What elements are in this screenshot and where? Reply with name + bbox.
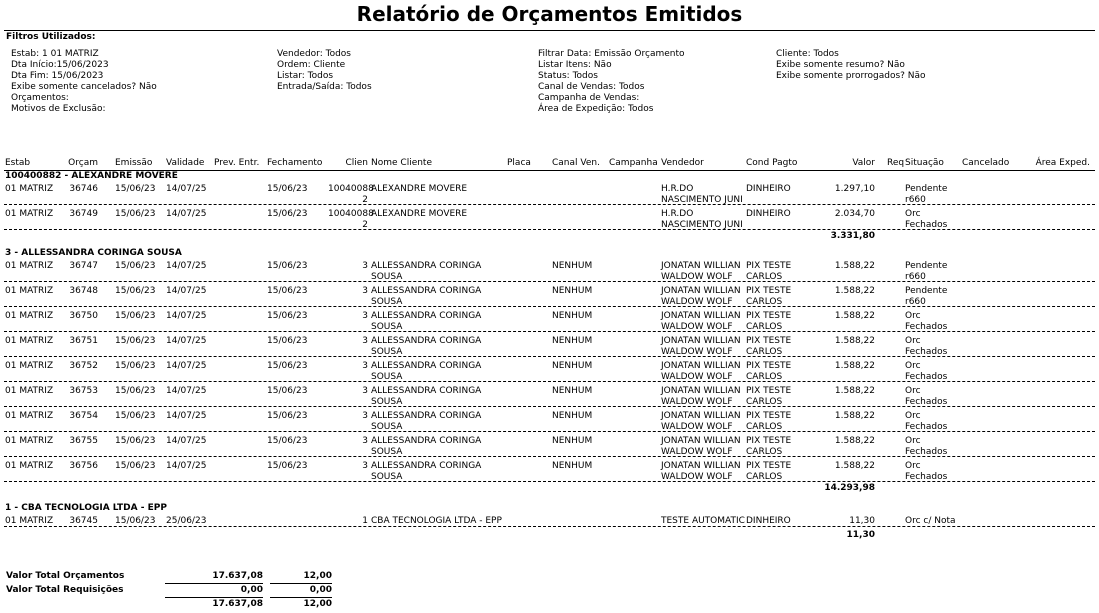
cell-situacao: r660 (905, 297, 926, 307)
cell-estab: 01 MATRIZ (5, 261, 54, 271)
cell-fechamento: 15/06/23 (267, 361, 308, 371)
cell-vendedor: JONATAN WILLIAN (661, 411, 741, 421)
cell-orcamento: 36746 (69, 184, 98, 194)
cell-estab: 01 MATRIZ (5, 386, 54, 396)
cell-estab: 01 MATRIZ (5, 461, 54, 471)
cell-cliente-codigo: 3 (362, 411, 368, 421)
cell-canal-vendas: NENHUM (552, 386, 593, 396)
cell-validade: 14/07/25 (166, 261, 207, 271)
cell-valor: 1.588,22 (834, 336, 875, 346)
cell-fechamento: 15/06/23 (267, 461, 308, 471)
row-separator (4, 526, 1095, 527)
cell-validade: 14/07/25 (166, 209, 207, 219)
cell-cliente-codigo: 1 (362, 516, 368, 526)
cell-cliente-codigo: 3 (362, 361, 368, 371)
column-header-req: Req (887, 158, 905, 168)
row-separator (4, 331, 1095, 332)
cell-situacao: r660 (905, 195, 926, 205)
filter-item: Exibe somente cancelados? Não (11, 82, 157, 92)
filter-item: Listar: Todos (277, 71, 334, 81)
cell-orcamento: 36751 (69, 336, 98, 346)
cell-nome-cliente: SOUSA (371, 272, 403, 282)
row-separator (4, 204, 1095, 205)
cell-situacao: Orc (905, 361, 921, 371)
grand-total-value: 17.637,08 (212, 599, 263, 609)
cell-canal-vendas: NENHUM (552, 361, 593, 371)
cell-cond-pagto: CARLOS (746, 472, 783, 482)
column-header-emissao: Emissão (115, 158, 153, 168)
cell-canal-vendas: NENHUM (552, 336, 593, 346)
cell-vendedor: WALDOW WOLF (661, 397, 733, 407)
cell-situacao: Fechados (905, 220, 948, 230)
cell-nome-cliente: ALLESSANDRA CORINGA (371, 336, 482, 346)
column-header-valor: Valor (852, 158, 875, 168)
cell-valor: 1.297,10 (834, 184, 875, 194)
cell-emissao: 15/06/23 (115, 516, 156, 526)
total-orcamentos-value: 17.637,08 (212, 571, 263, 581)
group-total: 11,30 (846, 530, 875, 540)
cell-emissao: 15/06/23 (115, 209, 156, 219)
cell-vendedor: TESTE AUTOMATIC (661, 516, 745, 526)
cell-emissao: 15/06/23 (115, 461, 156, 471)
cell-vendedor: JONATAN WILLIAN (661, 461, 741, 471)
cell-cond-pagto: CARLOS (746, 322, 783, 332)
cell-estab: 01 MATRIZ (5, 286, 54, 296)
totals-line (270, 583, 332, 584)
cell-estab: 01 MATRIZ (5, 336, 54, 346)
cell-validade: 14/07/25 (166, 386, 207, 396)
cell-nome-cliente: SOUSA (371, 297, 403, 307)
column-header-placa: Placa (507, 158, 531, 168)
cell-emissao: 15/06/23 (115, 184, 156, 194)
column-header-estab: Estab (5, 158, 31, 168)
cell-cliente-codigo: 3 (362, 461, 368, 471)
column-header-fechamento: Fechamento (267, 158, 323, 168)
cell-vendedor: JONATAN WILLIAN (661, 436, 741, 446)
cell-cond-pagto: PIX TESTE (746, 261, 792, 271)
filter-item: Canal de Vendas: Todos (538, 82, 645, 92)
cell-nome-cliente: ALLESSANDRA CORINGA (371, 361, 482, 371)
cell-valor: 1.588,22 (834, 411, 875, 421)
cell-orcamento: 36748 (69, 286, 98, 296)
cell-nome-cliente: SOUSA (371, 472, 403, 482)
row-separator (4, 406, 1095, 407)
cell-cond-pagto: PIX TESTE (746, 286, 792, 296)
cell-emissao: 15/06/23 (115, 361, 156, 371)
cell-valor: 1.588,22 (834, 436, 875, 446)
cell-estab: 01 MATRIZ (5, 184, 54, 194)
row-separator (4, 456, 1095, 457)
cell-vendedor: H.R.DO (661, 209, 694, 219)
row-separator (4, 356, 1095, 357)
cell-emissao: 15/06/23 (115, 286, 156, 296)
cell-validade: 14/07/25 (166, 436, 207, 446)
cell-vendedor: WALDOW WOLF (661, 447, 733, 457)
cell-vendedor: WALDOW WOLF (661, 422, 733, 432)
filter-item: Motivos de Exclusão: (11, 104, 106, 114)
filters-heading: Filtros Utilizados: (6, 32, 96, 42)
cell-situacao: Orc (905, 436, 921, 446)
column-header-campanha: Campanha (609, 158, 658, 168)
filter-item: Área de Expedição: Todos (538, 104, 654, 114)
total-requisicoes-value: 0,00 (240, 585, 263, 595)
cell-situacao: Fechados (905, 372, 948, 382)
cell-orcamento: 36752 (69, 361, 98, 371)
row-separator (4, 481, 1095, 482)
cell-cliente-codigo: 3 (362, 286, 368, 296)
cell-situacao: Fechados (905, 397, 948, 407)
cell-orcamento: 36755 (69, 436, 98, 446)
cell-cond-pagto: CARLOS (746, 297, 783, 307)
cell-cond-pagto: DINHEIRO (746, 184, 791, 194)
cell-valor: 1.588,22 (834, 286, 875, 296)
column-header-validade: Validade (166, 158, 205, 168)
filter-item: Dta Fim: 15/06/2023 (11, 71, 104, 81)
cell-fechamento: 15/06/23 (267, 436, 308, 446)
cell-nome-cliente: ALLESSANDRA CORINGA (371, 311, 482, 321)
row-separator (4, 229, 1095, 230)
cell-nome-cliente: SOUSA (371, 347, 403, 357)
cell-nome-cliente: ALEXANDRE MOVERE (371, 184, 468, 194)
cell-fechamento: 15/06/23 (267, 184, 308, 194)
row-separator (4, 306, 1095, 307)
cell-situacao: Orc c/ Nota (905, 516, 956, 526)
cell-estab: 01 MATRIZ (5, 411, 54, 421)
cell-canal-vendas: NENHUM (552, 261, 593, 271)
cell-emissao: 15/06/23 (115, 386, 156, 396)
cell-estab: 01 MATRIZ (5, 516, 54, 526)
cell-cond-pagto: PIX TESTE (746, 311, 792, 321)
cell-vendedor: WALDOW WOLF (661, 297, 733, 307)
cell-cond-pagto: CARLOS (746, 447, 783, 457)
cell-nome-cliente: ALLESSANDRA CORINGA (371, 411, 482, 421)
cell-fechamento: 15/06/23 (267, 386, 308, 396)
totals-line (165, 583, 263, 584)
cell-cond-pagto: PIX TESTE (746, 436, 792, 446)
totals-line (270, 597, 332, 598)
cell-situacao: Orc (905, 461, 921, 471)
total-orcamentos-qty: 12,00 (303, 571, 332, 581)
cell-orcamento: 36754 (69, 411, 98, 421)
cell-cliente-codigo: 10040088 (328, 184, 374, 194)
cell-emissao: 15/06/23 (115, 336, 156, 346)
row-separator (4, 431, 1095, 432)
cell-canal-vendas: NENHUM (552, 461, 593, 471)
cell-situacao: Orc (905, 411, 921, 421)
cell-cliente-codigo: 3 (362, 336, 368, 346)
column-header-nome-cliente: Nome Cliente (371, 158, 432, 168)
cell-cliente-codigo: 3 (362, 386, 368, 396)
cell-vendedor: JONATAN WILLIAN (661, 286, 741, 296)
cell-nome-cliente: ALLESSANDRA CORINGA (371, 436, 482, 446)
cell-nome-cliente: SOUSA (371, 422, 403, 432)
total-orcamentos-label: Valor Total Orçamentos (6, 571, 125, 581)
cell-cliente-codigo: 2 (362, 195, 368, 205)
filter-item: Campanha de Vendas: (538, 93, 640, 103)
cell-cond-pagto: PIX TESTE (746, 461, 792, 471)
filter-item: Estab: 1 01 MATRIZ (11, 49, 99, 59)
cell-nome-cliente: ALLESSANDRA CORINGA (371, 286, 482, 296)
group-title: 100400882 - ALEXANDRE MOVERE (5, 171, 178, 181)
cell-situacao: Fechados (905, 322, 948, 332)
totals-line (165, 597, 263, 598)
cell-orcamento: 36756 (69, 461, 98, 471)
column-header-prev-entr: Prev. Entr. (214, 158, 260, 168)
cell-cond-pagto: CARLOS (746, 422, 783, 432)
cell-validade: 14/07/25 (166, 461, 207, 471)
cell-situacao: Fechados (905, 447, 948, 457)
filter-item: Listar Itens: Não (538, 60, 612, 70)
cell-nome-cliente: SOUSA (371, 397, 403, 407)
column-header-vendedor: Vendedor (661, 158, 704, 168)
cell-nome-cliente: CBA TECNOLOGIA LTDA - EPP (371, 516, 502, 526)
cell-nome-cliente: ALLESSANDRA CORINGA (371, 461, 482, 471)
cell-vendedor: WALDOW WOLF (661, 272, 733, 282)
cell-validade: 14/07/25 (166, 184, 207, 194)
cell-vendedor: JONATAN WILLIAN (661, 261, 741, 271)
cell-cliente-codigo: 3 (362, 261, 368, 271)
cell-orcamento: 36745 (69, 516, 98, 526)
cell-cond-pagto: PIX TESTE (746, 336, 792, 346)
cell-situacao: Orc (905, 311, 921, 321)
cell-situacao: r660 (905, 272, 926, 282)
cell-validade: 14/07/25 (166, 411, 207, 421)
column-header-cancelado: Cancelado (962, 158, 1010, 168)
group-title: 1 - CBA TECNOLOGIA LTDA - EPP (5, 503, 167, 513)
cell-nome-cliente: ALLESSANDRA CORINGA (371, 386, 482, 396)
cell-emissao: 15/06/23 (115, 261, 156, 271)
cell-vendedor: JONATAN WILLIAN (661, 386, 741, 396)
cell-fechamento: 15/06/23 (267, 411, 308, 421)
cell-validade: 14/07/25 (166, 361, 207, 371)
cell-fechamento: 15/06/23 (267, 286, 308, 296)
cell-fechamento: 15/06/23 (267, 261, 308, 271)
cell-situacao: Orc (905, 386, 921, 396)
cell-validade: 14/07/25 (166, 286, 207, 296)
cell-orcamento: 36753 (69, 386, 98, 396)
column-header-clien: Clien (345, 158, 368, 168)
cell-situacao: Fechados (905, 347, 948, 357)
cell-estab: 01 MATRIZ (5, 209, 54, 219)
cell-cond-pagto: PIX TESTE (746, 361, 792, 371)
filter-item: Ordem: Cliente (277, 60, 346, 70)
cell-fechamento: 15/06/23 (267, 336, 308, 346)
filter-item: Exibe somente prorrogados? Não (776, 71, 926, 81)
filter-item: Orçamentos: (11, 93, 69, 103)
cell-cond-pagto: PIX TESTE (746, 386, 792, 396)
cell-orcamento: 36747 (69, 261, 98, 271)
cell-canal-vendas: NENHUM (552, 411, 593, 421)
cell-valor: 1.588,22 (834, 461, 875, 471)
cell-cond-pagto: PIX TESTE (746, 411, 792, 421)
cell-cond-pagto: CARLOS (746, 372, 783, 382)
cell-cond-pagto: DINHEIRO (746, 209, 791, 219)
total-requisicoes-qty: 0,00 (309, 585, 332, 595)
cell-nome-cliente: SOUSA (371, 322, 403, 332)
cell-cond-pagto: CARLOS (746, 272, 783, 282)
cell-valor: 1.588,22 (834, 386, 875, 396)
cell-cliente-codigo: 2 (362, 220, 368, 230)
cell-cliente-codigo: 3 (362, 436, 368, 446)
report-title: Relatório de Orçamentos Emitidos (356, 2, 743, 26)
cell-canal-vendas: NENHUM (552, 311, 593, 321)
cell-nome-cliente: ALEXANDRE MOVERE (371, 209, 468, 219)
cell-situacao: Orc (905, 336, 921, 346)
cell-vendedor: WALDOW WOLF (661, 372, 733, 382)
cell-valor: 2.034,70 (834, 209, 875, 219)
cell-vendedor: H.R.DO (661, 184, 694, 194)
column-header-situacao: Situação (905, 158, 944, 168)
cell-canal-vendas: NENHUM (552, 286, 593, 296)
cell-valor: 1.588,22 (834, 361, 875, 371)
cell-situacao: Fechados (905, 422, 948, 432)
filter-item: Filtrar Data: Emissão Orçamento (538, 49, 685, 59)
cell-cond-pagto: DINHEIRO (746, 516, 791, 526)
filter-item: Status: Todos (538, 71, 598, 81)
cell-vendedor: WALDOW WOLF (661, 347, 733, 357)
cell-valor: 11,30 (849, 516, 875, 526)
cell-situacao: Pendente (905, 184, 948, 194)
cell-cliente-codigo: 10040088 (328, 209, 374, 219)
cell-situacao: Orc (905, 209, 921, 219)
column-header-area-exped: Área Exped. (1035, 158, 1090, 168)
cell-nome-cliente: SOUSA (371, 372, 403, 382)
group-total: 14.293,98 (824, 483, 875, 493)
cell-valor: 1.588,22 (834, 261, 875, 271)
group-title: 3 - ALLESSANDRA CORINGA SOUSA (5, 248, 182, 258)
grand-total-qty: 12,00 (303, 599, 332, 609)
cell-emissao: 15/06/23 (115, 311, 156, 321)
column-header-canal-ven: Canal Ven. (552, 158, 600, 168)
cell-situacao: Fechados (905, 472, 948, 482)
group-total: 3.331,80 (830, 231, 875, 241)
filter-item: Vendedor: Todos (277, 49, 351, 59)
cell-fechamento: 15/06/23 (267, 209, 308, 219)
cell-valor: 1.588,22 (834, 311, 875, 321)
cell-cliente-codigo: 3 (362, 311, 368, 321)
cell-fechamento: 15/06/23 (267, 311, 308, 321)
total-requisicoes-label: Valor Total Requisições (6, 585, 124, 595)
cell-orcamento: 36750 (69, 311, 98, 321)
column-header-cond-pagto: Cond Pagto (746, 158, 798, 168)
cell-estab: 01 MATRIZ (5, 436, 54, 446)
column-header-orcam: Orçam (68, 158, 98, 168)
filter-item: Exibe somente resumo? Não (776, 60, 905, 70)
cell-emissao: 15/06/23 (115, 411, 156, 421)
cell-vendedor: JONATAN WILLIAN (661, 361, 741, 371)
cell-situacao: Pendente (905, 286, 948, 296)
cell-situacao: Pendente (905, 261, 948, 271)
title-rule (4, 30, 1095, 31)
cell-vendedor: WALDOW WOLF (661, 322, 733, 332)
row-separator (4, 381, 1095, 382)
cell-nome-cliente: ALLESSANDRA CORINGA (371, 261, 482, 271)
cell-emissao: 15/06/23 (115, 436, 156, 446)
cell-validade: 14/07/25 (166, 311, 207, 321)
cell-vendedor: JONATAN WILLIAN (661, 336, 741, 346)
row-separator (4, 281, 1095, 282)
cell-vendedor: NASCIMENTO JUNI (661, 220, 743, 230)
cell-estab: 01 MATRIZ (5, 311, 54, 321)
cell-vendedor: WALDOW WOLF (661, 472, 733, 482)
cell-cond-pagto: CARLOS (746, 397, 783, 407)
filter-item: Dta Início:15/06/2023 (11, 60, 109, 70)
cell-validade: 25/06/23 (166, 516, 207, 526)
cell-vendedor: JONATAN WILLIAN (661, 311, 741, 321)
cell-orcamento: 36749 (69, 209, 98, 219)
filter-item: Cliente: Todos (776, 49, 839, 59)
cell-canal-vendas: NENHUM (552, 436, 593, 446)
cell-validade: 14/07/25 (166, 336, 207, 346)
cell-estab: 01 MATRIZ (5, 361, 54, 371)
cell-vendedor: NASCIMENTO JUNI (661, 195, 743, 205)
cell-cond-pagto: CARLOS (746, 347, 783, 357)
cell-nome-cliente: SOUSA (371, 447, 403, 457)
filter-item: Entrada/Saída: Todos (277, 82, 372, 92)
